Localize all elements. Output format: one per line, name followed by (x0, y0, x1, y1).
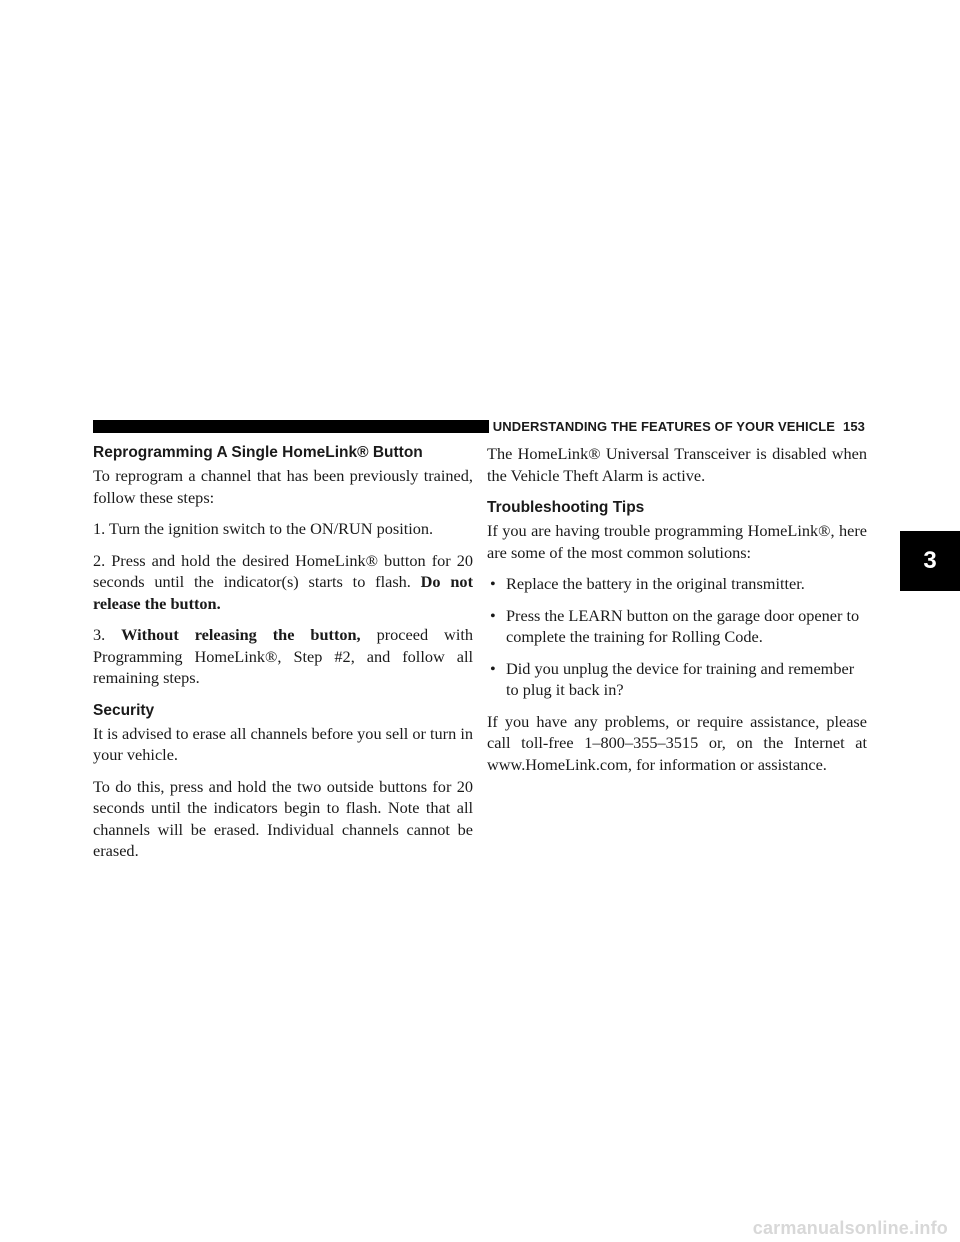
chapter-number: 3 (923, 547, 937, 574)
step-2 (93, 550, 473, 615)
section-title: UNDERSTANDING THE FEATURES OF YOUR VEHICLE (492, 419, 835, 434)
step-1: 1. Turn the ignition switch to the ON/RUN position. (93, 519, 434, 538)
list-item (487, 573, 867, 595)
bullet-icon: • (490, 605, 496, 625)
step-3 (93, 624, 473, 689)
step-3-bold: Without releasing the button, (121, 625, 361, 644)
page-header (93, 420, 865, 433)
tips-list (487, 573, 867, 701)
heading-reprogramming: Reprogramming A Single HomeLink® Button (93, 444, 423, 461)
assistance-paragraph: If you have any problems, or require assistance, please call toll-free 1–800–355–3515 or, on the Internet at www.HomeLink.com, for information or assistance. (487, 711, 867, 774)
heading-troubleshooting: Troubleshooting Tips (487, 499, 645, 516)
header-text (493, 419, 865, 434)
list-item-text: Press the LEARN button on the garage door opener to complete the training for Rolling Code. (506, 605, 860, 646)
watermark: carmanualsonline.info (752, 1218, 948, 1238)
bullet-icon: • (490, 574, 496, 593)
chapter-tab (900, 531, 960, 591)
left-column (93, 443, 473, 872)
list-item-text: Replace the battery in the original transmitter. (506, 574, 805, 593)
bullet-icon: • (490, 658, 496, 678)
security-paragraph-1: It is advised to erase all channels before you sell or turn in your vehicle. (93, 723, 473, 764)
intro-paragraph: To reprogram a channel that has been previously trained, follow these steps: (93, 466, 473, 507)
right-column (487, 443, 867, 785)
step-2-text: 2. Press and hold the desired HomeLink® button for 20 seconds until the indicator(s) starts to flash. (93, 550, 473, 591)
list-item (487, 658, 867, 701)
page-number: 153 (843, 419, 865, 434)
troubleshooting-intro: If you are having trouble programming HomeLink®, here are some of the most common solutions: (487, 521, 867, 562)
header-bar (93, 420, 489, 433)
heading-security: Security (93, 701, 155, 719)
list-item (487, 605, 867, 648)
step-3-number: 3. (93, 625, 106, 644)
transceiver-paragraph: The HomeLink® Universal Transceiver is disabled when the Vehicle Theft Alarm is active. (487, 444, 867, 485)
step-3-text: proceed with Programming HomeLink®, Step #2, and follow all remaining steps. (93, 625, 474, 687)
step-2-bold: Do not release the button. (93, 572, 473, 613)
list-item-text: Did you unplug the device for training and remember to plug it back in? (506, 658, 855, 699)
security-paragraph-2: To do this, press and hold the two outside buttons for 20 seconds until the indicators begin to flash. Note that all channels will be erased. Individual channels cannot be erased. (93, 776, 473, 860)
